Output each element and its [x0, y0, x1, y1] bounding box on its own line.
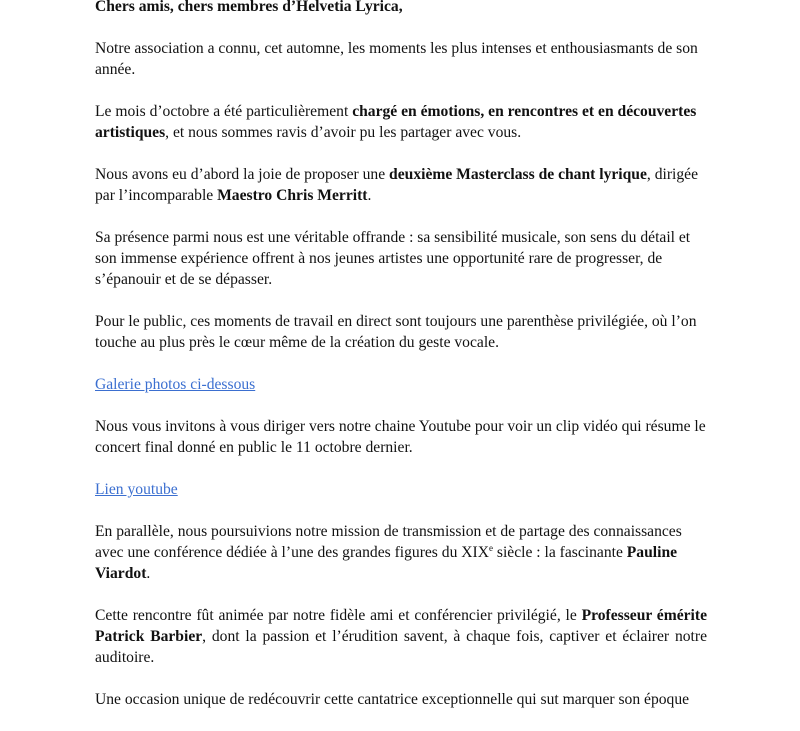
gallery-link-paragraph: [95, 374, 707, 395]
paragraph-october: Le mois d’octobre a été particulièrement chargé en émotions, en rencontres et en découvertes artistiques, et nous sommes ravis d’avoir pu les partager avec vous.: [95, 103, 697, 141]
paragraph-presence: Sa présence parmi nous est une véritable offrande : sa sensibilité musicale, son sens du détail et son immense expérience offrent à nos jeunes artistes une opportunité rare de progresser, de s’épanouir et de se dépasser.: [95, 229, 691, 288]
greeting: Chers amis, chers membres d’Helvetia Lyrica,: [95, 0, 403, 15]
paragraph-intro: Notre association a connu, cet automne, les moments les plus intenses et enthousiasmants de son année.: [95, 40, 698, 78]
youtube-link[interactable]: Lien youtube: [95, 481, 178, 498]
paragraph-youtube: Nous vous invitons à vous diriger vers notre chaine Youtube pour voir un clip vidéo qui résume le concert final donné en public le 11 octobre dernier.: [95, 418, 706, 456]
gallery-link[interactable]: Galerie photos ci-dessous: [95, 376, 256, 393]
paragraph-occasion: Une occasion unique de redécouvrir cette cantatrice exceptionnelle qui sut marquer son époque: [95, 691, 690, 708]
paragraph-masterclass: Nous avons eu d’abord la joie de proposer une deuxième Masterclass de chant lyrique, dirigée par l’incomparable Maestro Chris Merritt.: [95, 166, 698, 204]
letter-document: [95, 0, 707, 731]
youtube-link-paragraph: [95, 479, 707, 500]
paragraph-conference: En parallèle, nous poursuivions notre mission de transmission et de partage des connaissances avec une conférence dédiée à l’une des grandes figures du XIXe siècle : la fascinante Pauline Viardot.: [95, 523, 682, 582]
paragraph-public: Pour le public, ces moments de travail en direct sont toujours une parenthèse privilégiée, où l’on touche au plus près le cœur même de la création du geste vocale.: [95, 313, 697, 351]
paragraph-professor: Cette rencontre fût animée par notre fidèle ami et conférencier privilégié, le Professeur émérite Patrick Barbier, dont la passion et l’érudition savent, à chaque fois, captiver et éclairer notre auditoire.: [95, 607, 708, 666]
